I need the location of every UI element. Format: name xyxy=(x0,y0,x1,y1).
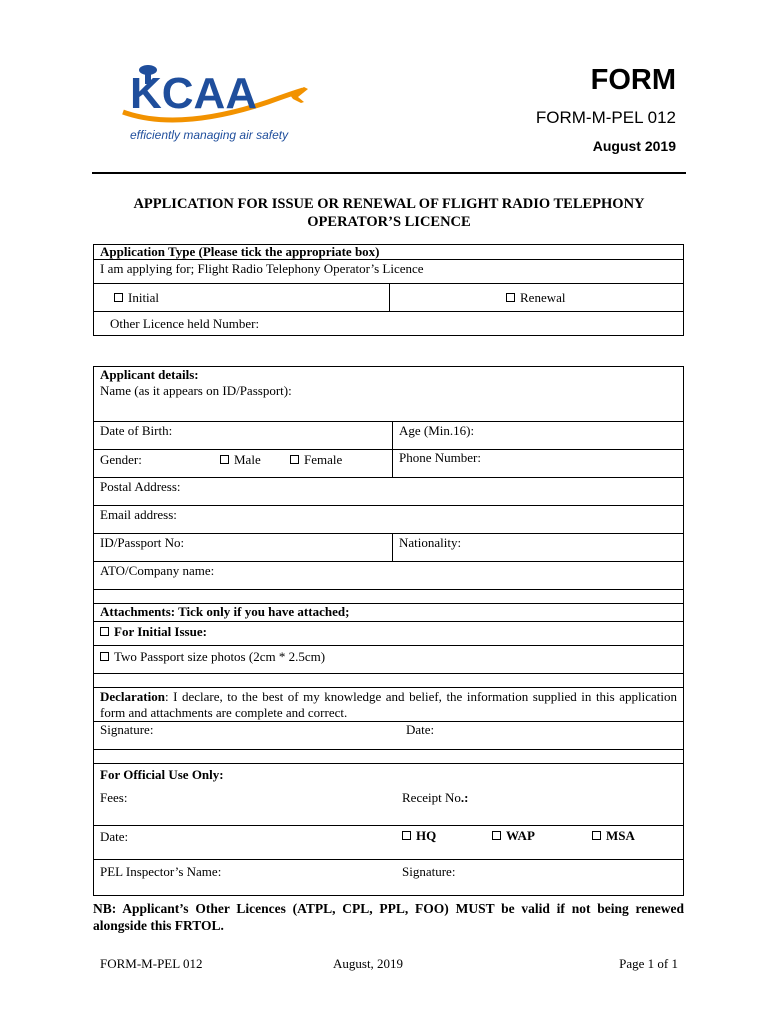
hq-checkbox[interactable] xyxy=(402,831,411,840)
female-checkbox[interactable] xyxy=(290,455,299,464)
initial-option[interactable] xyxy=(108,284,165,311)
receipt-field[interactable] xyxy=(396,789,474,825)
title-line-1: APPLICATION FOR ISSUE OR RENEWAL OF FLIGHT RADIO TELEPHONY xyxy=(133,196,645,212)
title-line-2: OPERATOR’S LICENCE xyxy=(307,214,471,230)
renewal-option[interactable] xyxy=(500,284,571,311)
document-title xyxy=(92,195,686,231)
application-type-heading: Application Type (Please tick the appropriate box) xyxy=(100,244,380,259)
fees-field[interactable]: Fees: xyxy=(100,790,128,805)
receipt-label-suffix: .: xyxy=(460,790,469,805)
gender-label: Gender: xyxy=(100,452,142,467)
declaration-date-field[interactable]: Date: xyxy=(406,722,435,737)
form-date: August 2019 xyxy=(592,138,676,154)
photos-label: Two Passport size photos (2cm * 2.5cm) xyxy=(114,649,326,664)
attachments-heading: Attachments: Tick only if you have attached; xyxy=(100,604,350,619)
nb-note: NB: Applicant’s Other Licences (ATPL, CPL, PPL, FOO) MUST be valid if not being renewed alongside this FRTOL. xyxy=(93,901,684,933)
male-checkbox[interactable] xyxy=(220,455,229,464)
signature-field[interactable]: Signature: xyxy=(100,722,154,737)
footer-date: August, 2019 xyxy=(333,956,404,971)
name-field[interactable]: Name (as it appears on ID/Passport): xyxy=(100,383,292,398)
declaration-label: Declaration xyxy=(100,689,165,704)
id-passport-field[interactable]: ID/Passport No: xyxy=(100,535,185,550)
hq-label: HQ xyxy=(416,828,437,843)
header-divider xyxy=(92,172,686,174)
company-field[interactable]: ATO/Company name: xyxy=(100,563,215,578)
email-field[interactable]: Email address: xyxy=(100,507,177,522)
footer-code: FORM-M-PEL 012 xyxy=(100,956,203,971)
photos-option[interactable] xyxy=(94,646,331,673)
receipt-label: Receipt No xyxy=(402,790,461,805)
other-licence-field[interactable]: Other Licence held Number: xyxy=(110,316,260,331)
declaration-body: : I declare, to the best of my knowledge and belief, the information supplied in this application form and attachments are complete and correct. xyxy=(100,689,677,720)
female-option[interactable] xyxy=(284,450,348,477)
applying-for-text: I am applying for; Flight Radio Telephony Operator’s Licence xyxy=(100,261,424,276)
msa-checkbox[interactable] xyxy=(592,831,601,840)
age-field[interactable]: Age (Min.16): xyxy=(392,422,683,449)
applicant-details-heading: Applicant details: xyxy=(100,367,199,382)
dob-field[interactable]: Date of Birth: xyxy=(100,423,173,438)
initial-issue-option[interactable] xyxy=(94,622,213,645)
form-label: FORM xyxy=(590,64,676,96)
wap-option[interactable] xyxy=(486,826,541,859)
inspector-name-field[interactable]: PEL Inspector’s Name: xyxy=(100,864,222,879)
logo-text: KCAA xyxy=(130,69,258,118)
initial-label: Initial xyxy=(128,290,160,305)
photos-checkbox[interactable] xyxy=(100,652,109,661)
inspector-signature-field[interactable]: Signature: xyxy=(402,864,456,879)
male-label: Male xyxy=(234,452,261,467)
renewal-checkbox[interactable] xyxy=(506,293,515,302)
nationality-field[interactable]: Nationality: xyxy=(392,534,683,561)
declaration-text xyxy=(94,688,683,721)
renewal-label: Renewal xyxy=(520,290,566,305)
hq-option[interactable] xyxy=(396,826,442,859)
male-option[interactable] xyxy=(214,450,267,477)
application-type-table xyxy=(93,244,684,336)
phone-field[interactable]: Phone Number: xyxy=(392,450,683,477)
postal-address-field[interactable]: Postal Address: xyxy=(100,479,181,494)
initial-checkbox[interactable] xyxy=(114,293,123,302)
official-date-field[interactable]: Date: xyxy=(100,829,129,844)
initial-issue-checkbox[interactable] xyxy=(100,627,109,636)
initial-issue-label: For Initial Issue: xyxy=(114,624,207,639)
female-label: Female xyxy=(304,452,343,467)
msa-label: MSA xyxy=(606,828,635,843)
msa-option[interactable] xyxy=(586,826,641,859)
wap-checkbox[interactable] xyxy=(492,831,501,840)
wap-label: WAP xyxy=(506,828,535,843)
official-use-heading: For Official Use Only: xyxy=(100,767,224,782)
footer-page: Page 1 of 1 xyxy=(619,956,678,971)
applicant-details-table xyxy=(93,366,684,896)
form-code: FORM-M-PEL 012 xyxy=(535,108,676,127)
logo-tagline: efficiently managing air safety xyxy=(130,128,289,142)
